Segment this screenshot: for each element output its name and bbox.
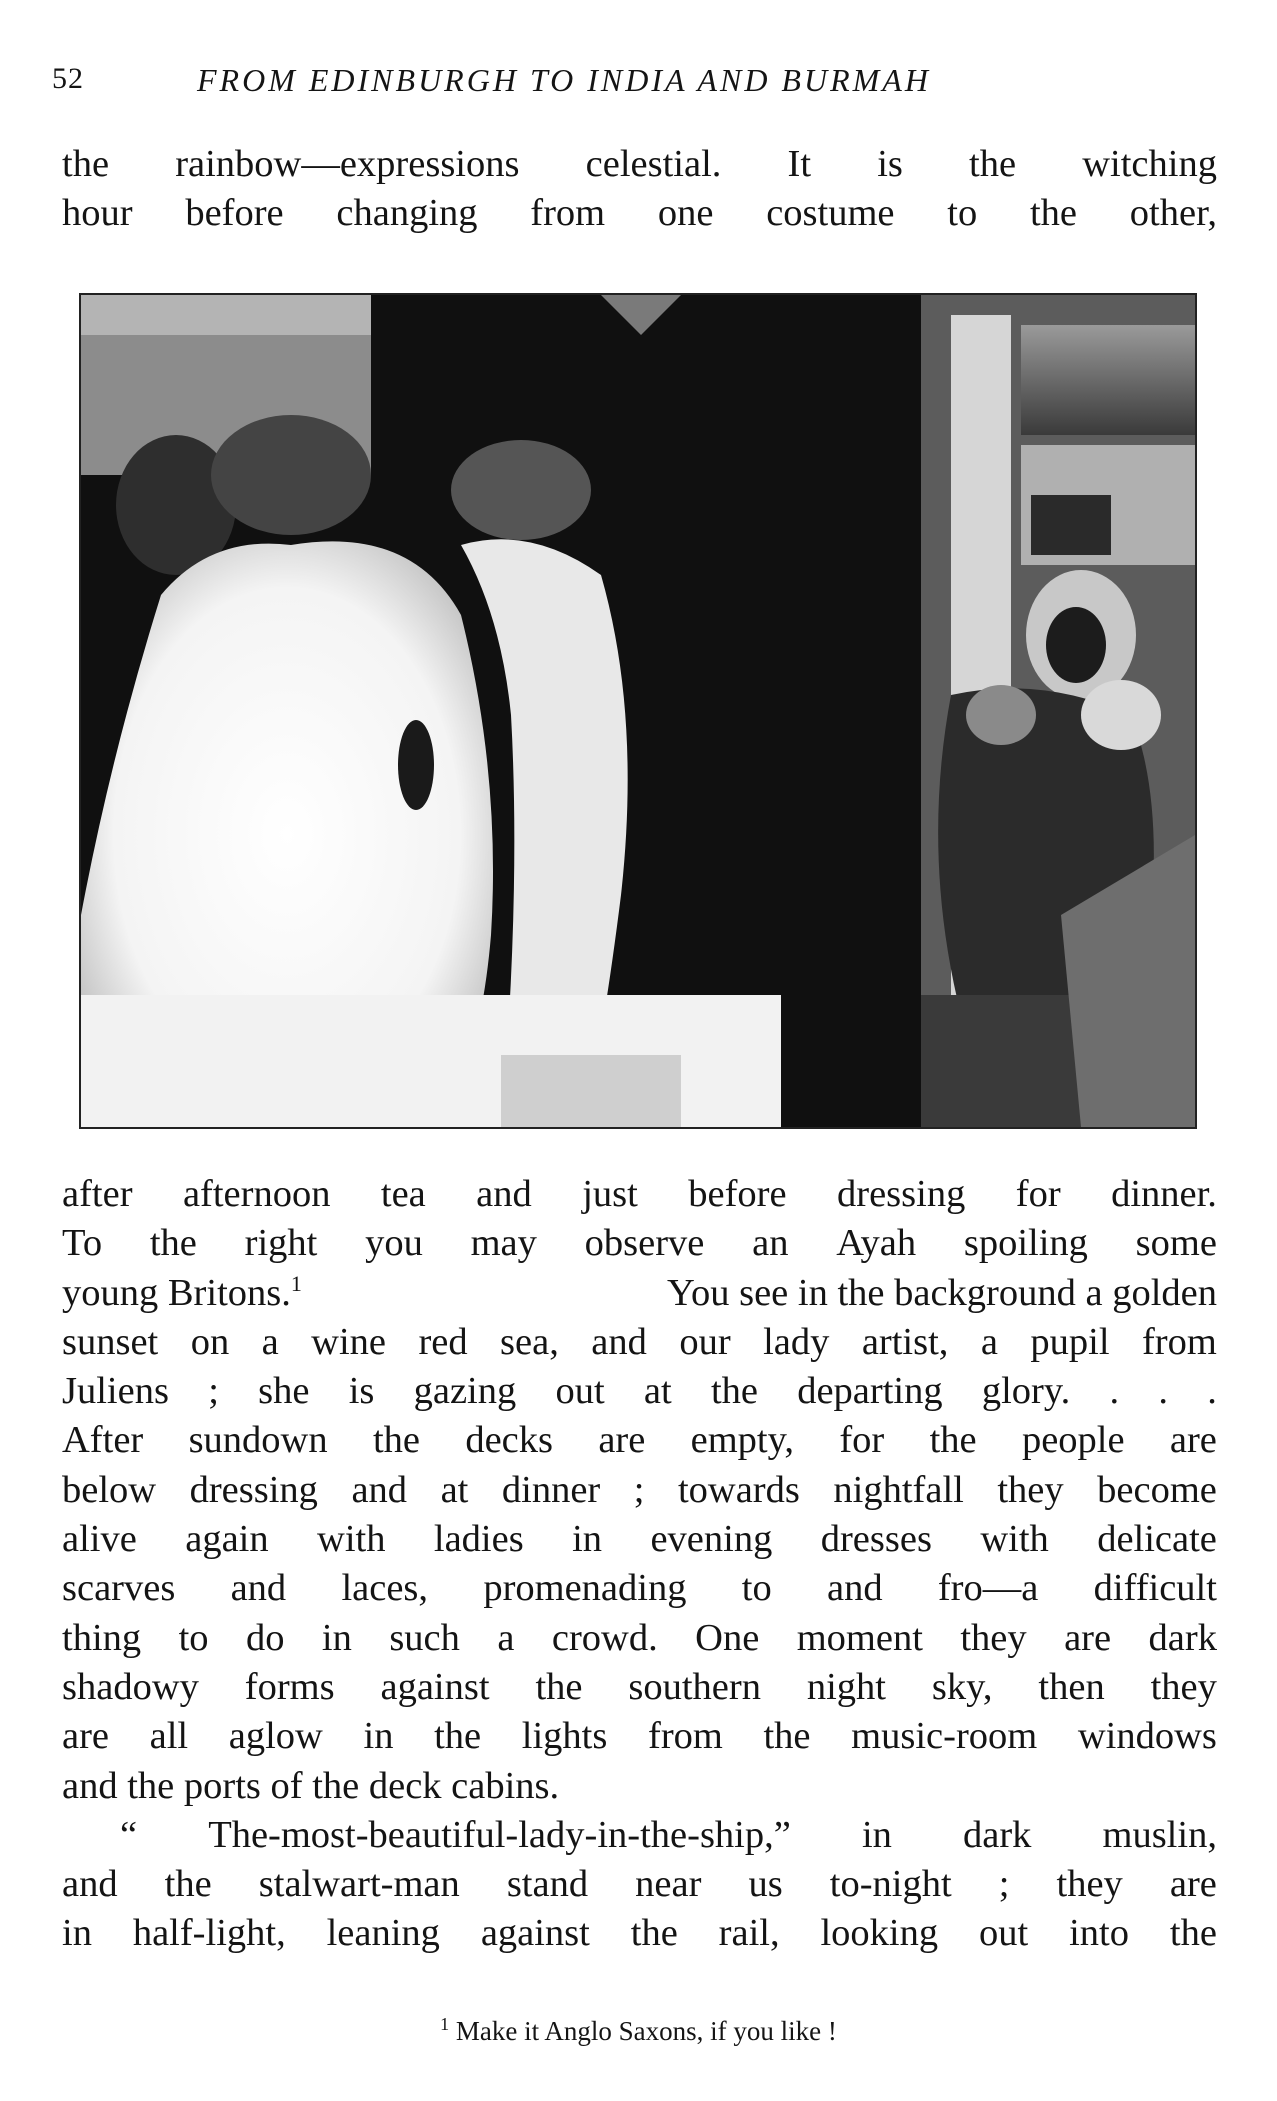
word: they <box>960 1616 1027 1659</box>
word: dark <box>962 1813 1032 1856</box>
word: at <box>643 1370 672 1413</box>
word: before <box>185 192 284 235</box>
running-title: FROM EDINBURGH TO INDIA AND BURMAH <box>197 62 931 98</box>
word: in <box>62 1912 92 1955</box>
word: all <box>149 1715 189 1758</box>
word: are <box>1064 1616 1112 1659</box>
word: one <box>657 192 714 235</box>
footnote-number: 1 <box>440 2014 450 2034</box>
text-block-bottom <box>62 1170 1217 1959</box>
footnote-anchor-text-rest: You see in the background a golden <box>667 1271 1217 1314</box>
text-line <box>62 1909 1217 1958</box>
word: . <box>1158 1370 1168 1413</box>
word: rainbow—expressions <box>175 143 520 185</box>
word: below <box>62 1468 157 1511</box>
word: tea <box>380 1173 426 1215</box>
word: the <box>1169 1912 1217 1955</box>
page-number: 52 <box>52 62 84 95</box>
word: towards <box>677 1468 800 1511</box>
word: crowd. <box>551 1616 658 1659</box>
word: after <box>62 1173 133 1215</box>
word: they <box>997 1468 1064 1511</box>
word: the <box>929 1419 977 1462</box>
word: from <box>530 192 606 235</box>
word: red <box>418 1320 468 1363</box>
word: and <box>230 1567 287 1610</box>
word: become <box>1097 1468 1217 1511</box>
word: night <box>806 1665 887 1708</box>
text-line <box>62 1170 1217 1219</box>
word: glory. <box>981 1370 1071 1413</box>
word: half-light, <box>132 1912 286 1955</box>
word: windows <box>1077 1715 1217 1758</box>
word: to <box>741 1567 772 1610</box>
word: the <box>149 1222 197 1265</box>
text-line <box>62 1564 1217 1613</box>
word: an <box>752 1222 789 1265</box>
word: the <box>763 1715 811 1758</box>
word: against <box>380 1665 490 1708</box>
word: for <box>1015 1173 1061 1215</box>
word: you <box>365 1222 423 1265</box>
word: shadowy <box>62 1665 199 1708</box>
word: decks <box>465 1419 553 1462</box>
word: such <box>389 1616 460 1659</box>
text-line <box>62 1515 1217 1564</box>
word: gazing <box>413 1370 517 1413</box>
word: against <box>480 1912 590 1955</box>
word: lights <box>521 1715 608 1758</box>
word: celestial. <box>585 143 722 185</box>
word: leaning <box>326 1912 440 1955</box>
word: thing <box>62 1616 142 1659</box>
word: sunset <box>62 1320 159 1363</box>
footnote-text: Make it Anglo Saxons, if you like ! <box>455 2016 837 2046</box>
word: . <box>1207 1370 1217 1413</box>
word: delicate <box>1097 1518 1217 1561</box>
footnote-marker: 1 <box>290 1270 302 1296</box>
text-block-top <box>62 140 1217 239</box>
word: our <box>679 1320 731 1363</box>
word: in <box>861 1813 892 1856</box>
word: ; <box>208 1370 219 1413</box>
text-line <box>62 1318 1217 1367</box>
word: It <box>787 143 812 185</box>
word: sundown <box>188 1419 328 1462</box>
word: from <box>648 1715 723 1758</box>
word: at <box>440 1468 469 1511</box>
word: scarves <box>62 1567 176 1610</box>
word: muslin, <box>1102 1813 1217 1856</box>
word: ; <box>998 1863 1010 1906</box>
word: stalwart-man <box>258 1863 460 1906</box>
word: with <box>980 1518 1049 1561</box>
word: the <box>710 1370 758 1413</box>
text-line <box>62 1466 1217 1515</box>
word: “ <box>120 1813 138 1856</box>
word: the <box>372 1419 420 1462</box>
word: dinner. <box>1111 1173 1217 1215</box>
word: changing <box>336 192 478 235</box>
word: to <box>947 192 978 235</box>
word: lady <box>763 1320 830 1363</box>
word: . <box>1109 1370 1120 1413</box>
word: To <box>62 1222 103 1265</box>
word: with <box>317 1518 386 1561</box>
word: Ayah <box>836 1222 917 1265</box>
photograph-illustration <box>81 295 1195 1127</box>
word: alive <box>62 1518 137 1561</box>
word: the <box>630 1912 678 1955</box>
word: out <box>979 1912 1029 1955</box>
word: spoiling <box>963 1222 1088 1265</box>
word: and <box>591 1320 647 1363</box>
word: departing <box>797 1370 943 1413</box>
word: are <box>1169 1419 1217 1462</box>
word: afternoon <box>182 1173 331 1215</box>
text-line <box>62 1416 1217 1465</box>
word: to-night <box>829 1863 952 1906</box>
word: the <box>1029 192 1078 235</box>
word: from <box>1141 1320 1217 1363</box>
text-line <box>62 1712 1217 1761</box>
word: nightfall <box>833 1468 964 1511</box>
word: costume <box>766 192 895 235</box>
word: are <box>598 1419 646 1462</box>
word: out <box>555 1370 605 1413</box>
word: wine <box>311 1320 386 1363</box>
word: the <box>62 143 110 185</box>
word: hour <box>62 192 133 235</box>
word: us <box>748 1863 783 1906</box>
word: and <box>476 1173 532 1215</box>
word: observe <box>584 1222 705 1265</box>
word: on <box>190 1320 230 1363</box>
text-line <box>62 1219 1217 1268</box>
word: ; <box>633 1468 645 1511</box>
word: just <box>582 1173 638 1215</box>
word: the <box>969 143 1017 185</box>
word: a <box>980 1320 998 1363</box>
word: One <box>695 1616 760 1659</box>
word: pupil <box>1030 1320 1110 1363</box>
word: difficult <box>1093 1567 1217 1610</box>
word: into <box>1069 1912 1129 1955</box>
text-line-paragraph-start <box>62 1811 1217 1860</box>
word: the <box>535 1665 583 1708</box>
word: to <box>178 1616 209 1659</box>
word: the <box>434 1715 482 1758</box>
word: again <box>185 1518 269 1561</box>
word: laces, <box>341 1567 429 1610</box>
word: and <box>62 1863 118 1906</box>
word: is <box>348 1370 375 1413</box>
word: dressing <box>837 1173 966 1215</box>
word: dressing <box>189 1468 318 1511</box>
word: witching <box>1082 143 1217 185</box>
text-line-with-footnote <box>62 1269 1217 1318</box>
text-line <box>62 1614 1217 1663</box>
word: other, <box>1129 192 1217 235</box>
word: sky, <box>931 1665 993 1708</box>
word: they <box>1056 1863 1123 1906</box>
word: The-most-beautiful-lady-in-the-ship,” <box>208 1813 791 1856</box>
word: artist, <box>861 1320 949 1363</box>
word: Juliens <box>62 1370 169 1413</box>
word: stand <box>506 1863 589 1906</box>
word: ladies <box>433 1518 524 1561</box>
word: are <box>1169 1863 1217 1906</box>
word: dresses <box>820 1518 932 1561</box>
word: is <box>877 143 903 185</box>
photograph-ship-deck <box>79 293 1197 1129</box>
word: people <box>1021 1419 1125 1462</box>
word: and <box>826 1567 883 1610</box>
word: sea, <box>500 1320 559 1363</box>
word: in <box>321 1616 352 1659</box>
text-line <box>62 140 1217 189</box>
word: dinner <box>501 1468 601 1511</box>
word: southern <box>628 1665 761 1708</box>
word: near <box>635 1863 702 1906</box>
word: music-room <box>851 1715 1038 1758</box>
word: evening <box>650 1518 773 1561</box>
text-line-paragraph-end: and the ports of the deck cabins. <box>62 1764 560 1807</box>
word: right <box>244 1222 318 1265</box>
text-line <box>62 189 1217 238</box>
word: moment <box>796 1616 923 1659</box>
text-line <box>62 1367 1217 1416</box>
word: are <box>62 1715 109 1758</box>
word: aglow <box>228 1715 323 1758</box>
footnote <box>0 2016 1277 2047</box>
word: she <box>258 1370 310 1413</box>
word: in <box>572 1518 603 1561</box>
word: dark <box>1148 1616 1217 1659</box>
word: rail, <box>718 1912 780 1955</box>
running-head <box>52 62 1222 106</box>
word: and <box>351 1468 408 1511</box>
word: a <box>497 1616 515 1659</box>
word: the <box>164 1863 212 1906</box>
text-line <box>62 1663 1217 1712</box>
word: forms <box>244 1665 335 1708</box>
word: in <box>363 1715 394 1758</box>
word: then <box>1038 1665 1105 1708</box>
word: they <box>1150 1665 1217 1708</box>
word: may <box>470 1222 537 1265</box>
word: do <box>245 1616 285 1659</box>
word: a <box>261 1320 279 1363</box>
word: empty, <box>690 1419 794 1462</box>
word: fro—a <box>937 1567 1039 1610</box>
word: looking <box>820 1912 939 1955</box>
footnote-anchor-text: young Britons. <box>62 1271 291 1314</box>
word: After <box>62 1419 144 1462</box>
word: promenading <box>483 1567 687 1610</box>
word: some <box>1135 1222 1217 1265</box>
word: before <box>688 1173 787 1215</box>
text-line <box>62 1860 1217 1909</box>
word: for <box>839 1419 885 1462</box>
